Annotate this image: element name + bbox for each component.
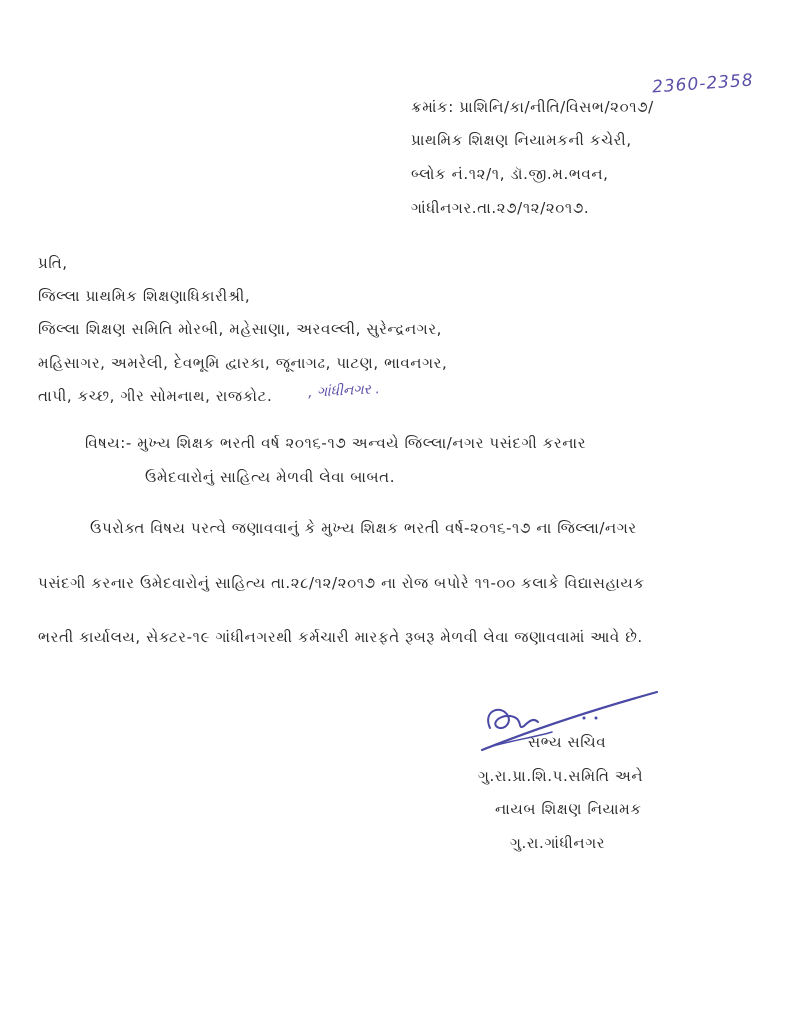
subject-line-2: ઉમેદવારોનું સાહિત્ય મેળવી લેવા બાબત. [145, 468, 396, 486]
signatory-designation: સભ્ય સચિવ [528, 733, 607, 751]
recipient-line-3: મહિસાગર, અમરેલી, દેવભૂમિ દ્વારકા, જૂનાગઢ, પાટણ, ભાવનગર, [38, 354, 448, 372]
handwritten-district-addition: , ગાંધીનગર . [307, 381, 381, 401]
reference-number: ક્રમાંક: પ્રાશિનિ/કા/નીતિ/વિસભ/૨૦૧૭/ [411, 98, 654, 116]
signatory-line-1: ગુ.રા.પ્રા.શિ.પ.સમિતિ અને [478, 767, 644, 785]
recipient-line-1: જિલ્લા પ્રાથમિક શિક્ષણાધિકારીશ્રી, [38, 287, 251, 305]
recipient-line-4: તાપી, કચ્છ, ગીર સોમનાથ, રાજકોટ. [38, 387, 273, 405]
office-address: બ્લોક નં.૧૨/૧, ડૉ.જી.મ.ભવન, [411, 165, 609, 183]
signatory-line-2: નાયબ શિક્ષણ નિયામક [495, 800, 642, 818]
body-line-3: ભરતી કાર્યાલય, સેક્ટર-૧૯ ગાંધીનગરથી કર્મચારી મારફતે રૂબરૂ મેળવી લેવા જણાવવામાં આવે છે. [38, 628, 643, 646]
body-line-1: ઉપરોક્ત વિષય પરત્વે જણાવવાનું કે મુખ્ય શિક્ષક ભરતી વર્ષ-૨૦૧૬-૧૭ ના જિલ્લા/નગર [90, 519, 637, 537]
signatory-line-3: ગુ.રા.ગાંધીનગર [510, 834, 606, 852]
place-and-date: ગાંધીનગર.તા.૨૭/૧૨/૨૦૧૭. [411, 199, 590, 217]
office-name: પ્રાથમિક શિક્ષણ નિયામકની કચેરી, [411, 131, 632, 149]
recipient-line-2: જિલ્લા શિક્ષણ સમિતિ મોરબી, મહેસાણા, અરવલ્લી, સુરેન્દ્રનગર, [38, 320, 443, 338]
subject-line-1: વિષય:- મુખ્ય શિક્ષક ભરતી વર્ષ ૨૦૧૬-૧૭ અન્વયે જિલ્લા/નગર પસંદગી કરનાર [85, 434, 587, 452]
handwritten-outward-number: 2360-2358 [651, 70, 755, 98]
body-line-2: પસંદગી કરનાર ઉમેદવારોનું સાહિત્ય તા.૨૮/૧૨/૨૦૧૭ ના રોજ બપોરે ૧૧-૦૦ કલાકે વિદ્યાસહાયક [38, 574, 645, 592]
recipient-prati: પ્રતિ, [38, 254, 68, 272]
